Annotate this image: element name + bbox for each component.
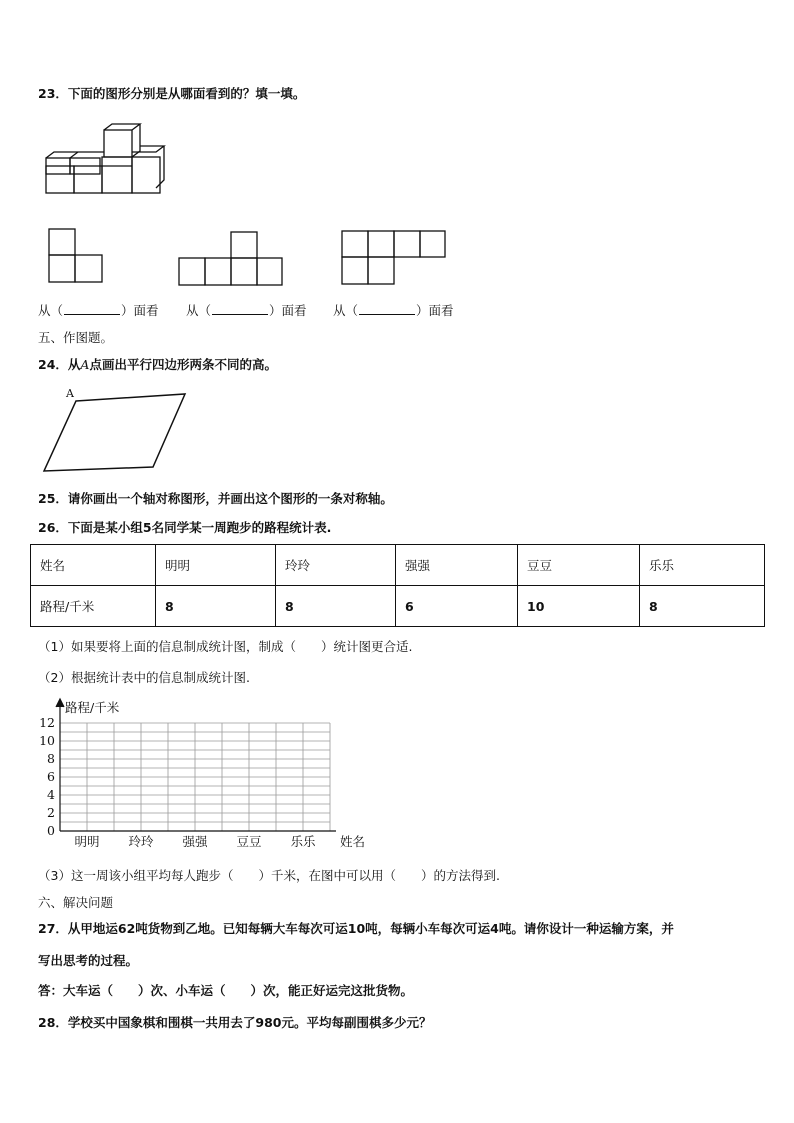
x-category-label: 强强 <box>182 834 208 849</box>
q26-sub2: （2）根据统计表中的信息制成统计图. <box>38 670 250 685</box>
table-cell: 10 <box>518 586 640 627</box>
y-tick-label: 4 <box>47 787 55 802</box>
table-cell: 姓名 <box>31 545 156 586</box>
q23-view-2 <box>178 231 284 287</box>
x-category-label: 明明 <box>74 834 100 849</box>
answer-blank[interactable] <box>212 313 268 315</box>
q23-title: 23．下面的图形分别是从哪面看到的？填一填。 <box>38 86 306 101</box>
q28-title: 28．学校买中国象棋和围棋一共用去了980元。平均每副围棋多少元？ <box>38 1015 432 1030</box>
table-cell: 路程/千米 <box>31 586 156 627</box>
table-cell: 乐乐 <box>640 545 765 586</box>
table-cell: 8 <box>276 586 396 627</box>
q25-title: 25．请你画出一个轴对称图形，并画出这个图形的一条对称轴。 <box>38 491 393 506</box>
q23-view-3 <box>341 230 447 286</box>
table-cell: 强强 <box>396 545 518 586</box>
table-cell: 豆豆 <box>518 545 640 586</box>
table-header-row <box>31 545 765 586</box>
q26-sub1: （1）如果要将上面的信息制成统计图，制成（ ）统计图更合适. <box>38 639 413 654</box>
x-axis-label: 姓名 <box>340 834 366 849</box>
y-tick-label: 2 <box>47 805 55 820</box>
table-cell: 8 <box>640 586 765 627</box>
q23-answer-1[interactable]: 从（ ）面看 <box>38 303 159 318</box>
q27-line2: 写出思考的过程。 <box>38 953 139 968</box>
y-tick-label: 12 <box>39 715 55 730</box>
q26-title: 26．下面是某小组5名同学某一周跑步的路程统计表. <box>38 520 332 535</box>
table-cell: 明明 <box>156 545 276 586</box>
y-tick-label: 6 <box>47 769 55 784</box>
y-tick-label: 0 <box>47 823 55 838</box>
section-5-title: 五、作图题。 <box>38 330 114 345</box>
section-6-title: 六、解决问题 <box>38 895 114 910</box>
q27-line1: 27．从甲地运62吨货物到乙地。已知每辆大车每次可运10吨，每辆小车每次可运4吨。请你设计一种运输方案，并 <box>38 921 674 936</box>
q27-answer: 答：大车运（ ）次、小车运（ ）次，能正好运完这批货物。 <box>38 983 414 998</box>
x-category-label: 豆豆 <box>236 834 262 849</box>
q23-answer-2[interactable]: 从（ ）面看 <box>186 303 307 318</box>
table-cell: 8 <box>156 586 276 627</box>
y-tick-label: 10 <box>39 733 55 748</box>
table-row <box>31 586 765 627</box>
x-category-label: 玲玲 <box>128 834 154 849</box>
q23-answer-3[interactable]: 从（ ）面看 <box>333 303 454 318</box>
q24-point-label: A <box>66 387 74 400</box>
y-tick-label: 8 <box>47 751 55 766</box>
q26-sub3: （3）这一周该小组平均每人跑步（ ）千米，在图中可以用（ ）的方法得到. <box>38 868 500 883</box>
q24-title: 24．从A点画出平行四边形两条不同的高。 <box>38 357 277 372</box>
q23-view-1 <box>48 228 104 284</box>
answer-blank[interactable] <box>64 313 120 315</box>
y-axis-label: 路程/千米 <box>65 700 120 715</box>
q23-cube-stack-figure <box>44 122 166 194</box>
answer-blank[interactable] <box>359 313 415 315</box>
table-cell: 6 <box>396 586 518 627</box>
x-category-label: 乐乐 <box>290 834 316 849</box>
q24-parallelogram <box>40 385 192 475</box>
running-bar-chart <box>30 695 390 855</box>
table-cell: 玲玲 <box>276 545 396 586</box>
running-stats-table <box>30 544 765 627</box>
